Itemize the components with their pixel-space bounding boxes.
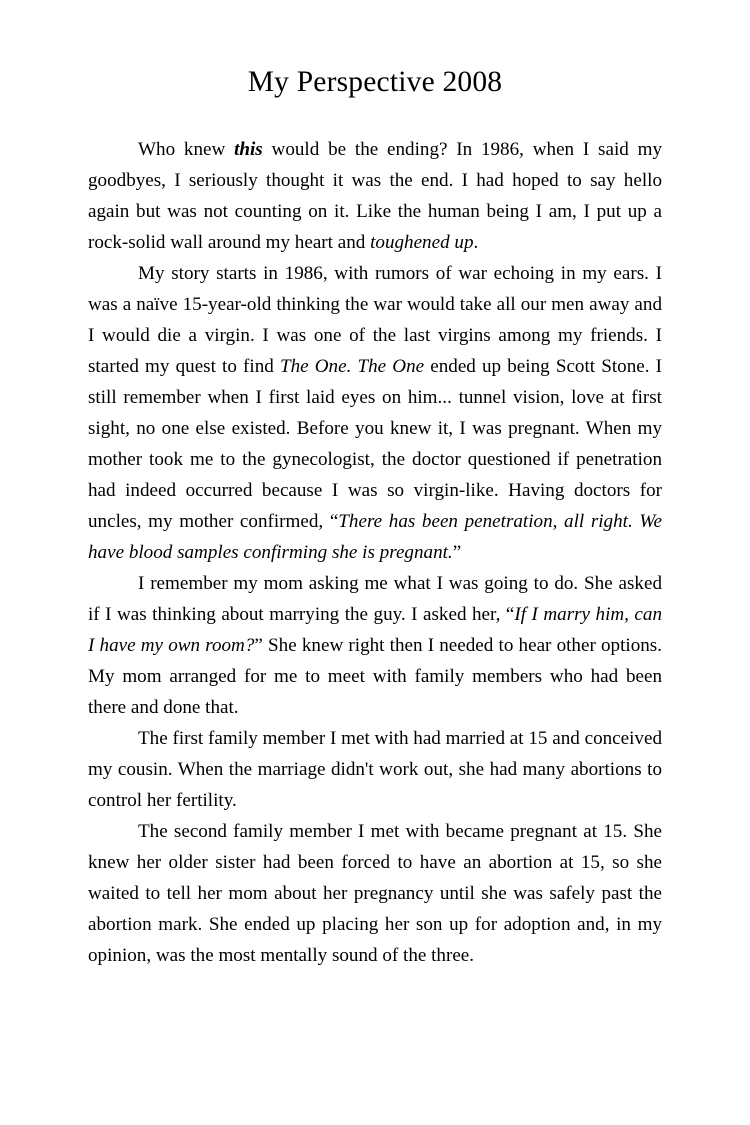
paragraph-2 [88, 258, 662, 568]
paragraph-4 [88, 723, 662, 816]
emphasis-italic: toughened up [370, 231, 474, 253]
emphasis-bold-italic: this [234, 138, 263, 160]
page-title: My Perspective 2008 [247, 66, 503, 98]
quote-close-mark: ” [452, 541, 462, 563]
paragraph-3 [88, 568, 662, 723]
text-run: The second family member I met with became pregnant at 15. She knew her older sister had been forced to have an abortion at 15, so she waited to tell her mom about her pregnancy until she was safely past the abortion mark. She ended up placing her son up for adoption and, in my opinion, was the most mentally sound of the three. [88, 820, 662, 966]
quoted-speech-italic: There has been penetration, all right. We have blood samples confirming she is pregnant. [88, 510, 662, 563]
text-run: . [473, 231, 479, 253]
text-run: She knew right then I needed to hear other options. My mom arranged for me to meet with family members who had been there and done that. [88, 634, 663, 718]
text-run: ended up being Scott Stone. I still remember when I first laid eyes on him... tunnel vision, love at first sight, no one else existed. Before you knew it, I was pregnant. When my mother took me to the gynecologist, the doctor questioned if penetration had indeed occurred because I was so virgin-like. Having doctors for uncles, my mother confirmed, [88, 355, 662, 532]
paragraph-5 [88, 816, 662, 971]
quoted-speech-italic: If I marry him, can I have my own room? [88, 603, 662, 656]
text-run: would be the ending? In 1986, when I said my goodbyes, I seriously thought it was the end. I had hoped to say hello again but was not counting on it. Like the human being I am, I put up a rock-solid wall around my heart and [88, 138, 662, 253]
document-body [88, 66, 662, 971]
text-run: Who knew [138, 138, 235, 160]
text-run: I remember my mom asking me what I was going to do. She asked if I was thinking about marrying the guy. I asked her, [88, 572, 662, 625]
quote-close-mark: ” [254, 634, 263, 656]
emphasis-italic: The One. The One [279, 355, 425, 377]
quote-open-mark: “ [505, 603, 515, 625]
paragraph-1 [88, 134, 662, 258]
text-run: My story starts in 1986, with rumors of war echoing in my ears. I was a naïve 15-year-old thinking the war would take all our men away and I would die a virgin. I was one of the last virgins among my friends. I started my quest to find [88, 262, 662, 377]
quote-open-mark: “ [329, 510, 339, 532]
text-run: The first family member I met with had married at 15 and conceived my cousin. When the marriage didn't work out, she had many abortions to control her fertility. [88, 727, 662, 811]
